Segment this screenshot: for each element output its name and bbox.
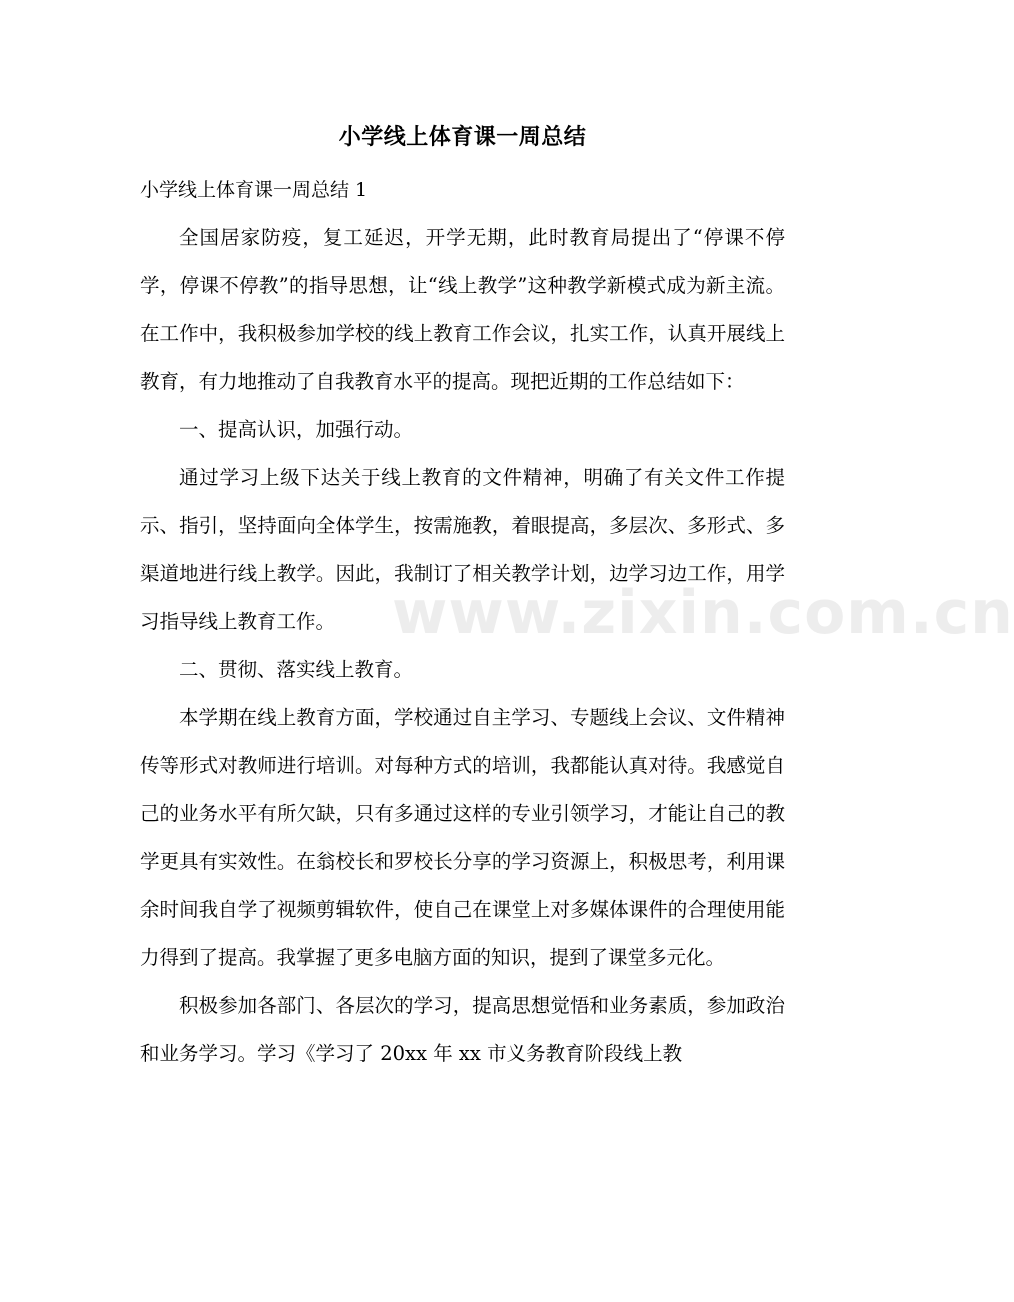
subheading-one: 一、提高认识，加强行动。 bbox=[179, 418, 414, 441]
document-title: 小学线上体育课一周总结 bbox=[338, 124, 587, 150]
watermark: www.zixin.com.cn bbox=[392, 578, 1014, 648]
section-heading: 小学线上体育课一周总结 1 bbox=[140, 179, 368, 201]
paragraph-study: 通过学习上级下达关于线上教育的文件精神，明确了有关文件工作提示、指引，坚持面向全体学生，按需施教，着眼提高，多层次、多形式、多渠道地进行线上教学。因此，我制订了相关教学计划，边学习边工作，用学习指导线上教育工作。 bbox=[140, 466, 785, 633]
paragraph-intro: 全国居家防疫，复工延迟，开学无期，此时教育局提出了“停课不停学，停课不停教”的指导思想，让“线上教学”这种教学新模式成为新主流。在工作中，我积极参加学校的线上教育工作会议，扎实工作，认真开展线上教育，有力地推动了自我教育水平的提高。现把近期的工作总结如下： bbox=[140, 226, 785, 393]
paragraph-participation: 积极参加各部门、各层次的学习，提高思想觉悟和业务素质，参加政治和业务学习。学习《学习了 20xx 年 xx 市义务教育阶段线上教 bbox=[140, 994, 785, 1065]
document-body bbox=[140, 108, 785, 1078]
subheading-two: 二、贯彻、落实线上教育。 bbox=[179, 658, 414, 681]
paragraph-training: 本学期在线上教育方面，学校通过自主学习、专题线上会议、文件精神传等形式对教师进行培训。对每种方式的培训，我都能认真对待。我感觉自己的业务水平有所欠缺，只有多通过这样的专业引领学习，才能让自己的教学更具有实效性。在翁校长和罗校长分享的学习资源上，积极思考，利用课余时间我自学了视频剪辑软件，使自己在课堂上对多媒体课件的合理使用能力得到了提高。我掌握了更多电脑方面的知识，提到了课堂多元化。 bbox=[140, 706, 785, 969]
